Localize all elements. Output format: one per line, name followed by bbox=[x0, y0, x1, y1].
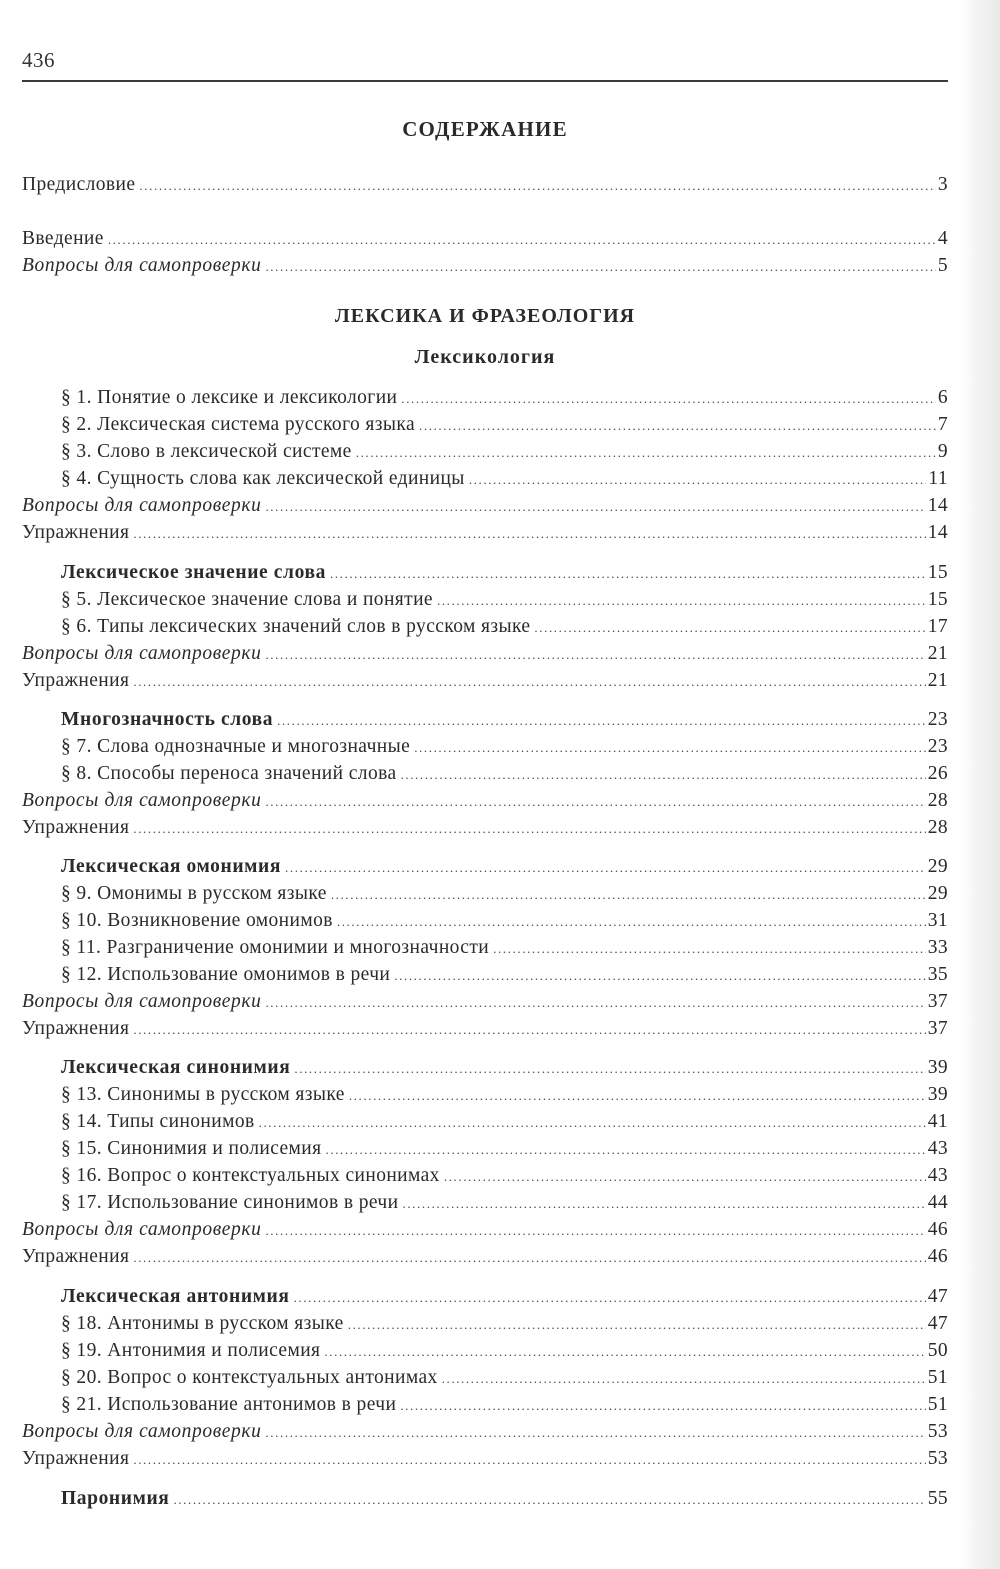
dot-leader bbox=[133, 1246, 925, 1270]
toc-section-entry[interactable] bbox=[22, 561, 948, 585]
toc-section-entry[interactable] bbox=[22, 1487, 948, 1511]
toc-entry-page: 21 bbox=[927, 643, 948, 664]
toc-entry[interactable] bbox=[22, 1420, 948, 1444]
dot-leader bbox=[356, 441, 936, 465]
dot-leader bbox=[401, 763, 926, 787]
toc-entry-page: 3 bbox=[937, 174, 948, 195]
toc-entry[interactable] bbox=[22, 173, 948, 197]
toc-entry-label: § 15. Синонимия и полисемия bbox=[61, 1138, 322, 1159]
toc-entry-label: Упражнения bbox=[22, 817, 130, 838]
toc-entry-label: § 5. Лексическое значение слова и понятие bbox=[61, 589, 433, 610]
toc-entry[interactable] bbox=[22, 789, 948, 813]
toc-entry-label: § 14. Типы синонимов bbox=[61, 1111, 255, 1132]
toc-entry-page: 44 bbox=[927, 1192, 948, 1213]
dot-leader bbox=[173, 1488, 925, 1512]
dot-leader bbox=[133, 1448, 925, 1472]
dot-leader bbox=[294, 1286, 926, 1310]
toc-entry-label: Упражнения bbox=[22, 670, 130, 691]
toc-entry-label: Упражнения bbox=[22, 522, 130, 543]
toc-entry[interactable] bbox=[22, 669, 948, 693]
toc-entry-label: Упражнения bbox=[22, 1246, 130, 1267]
toc-entry-page: 15 bbox=[927, 589, 948, 610]
dot-leader bbox=[265, 790, 925, 814]
toc-entry-page: 31 bbox=[927, 910, 948, 931]
dot-leader bbox=[265, 495, 925, 519]
toc-entry-label: § 17. Использование синонимов в речи bbox=[61, 1192, 399, 1213]
dot-leader bbox=[330, 562, 926, 586]
toc-entry-label: § 10. Возникновение омонимов bbox=[61, 910, 333, 931]
toc-entry-label: Вопросы для самопроверки bbox=[22, 1421, 262, 1442]
toc-entry[interactable] bbox=[22, 494, 948, 518]
dot-leader bbox=[534, 616, 925, 640]
toc-entry[interactable] bbox=[22, 1164, 948, 1188]
dot-leader bbox=[265, 1421, 925, 1445]
toc-entry-page: 4 bbox=[937, 228, 948, 249]
toc-entry[interactable] bbox=[22, 615, 948, 639]
toc-section-entry[interactable] bbox=[22, 708, 948, 732]
dot-leader bbox=[108, 228, 936, 252]
toc-entry-label: Многозначность слова bbox=[61, 709, 274, 730]
toc-entry-page: 50 bbox=[927, 1340, 948, 1361]
toc-entry[interactable] bbox=[22, 440, 948, 464]
dot-leader bbox=[493, 937, 926, 961]
dot-leader bbox=[444, 1165, 926, 1189]
toc-entry-label: Предисловие bbox=[22, 174, 136, 195]
toc-entry[interactable] bbox=[22, 588, 948, 612]
toc-entry-page: 55 bbox=[927, 1488, 948, 1509]
toc-entry-page: 14 bbox=[927, 522, 948, 543]
dot-leader bbox=[133, 522, 925, 546]
toc-entry-page: 14 bbox=[927, 495, 948, 516]
toc-entry-label: Лексическая омонимия bbox=[61, 856, 282, 877]
toc-entry[interactable] bbox=[22, 1312, 948, 1336]
toc-entry-label: § 11. Разграничение омонимии и многозначности bbox=[61, 937, 490, 958]
toc-entry-page: 53 bbox=[927, 1448, 948, 1469]
toc-entry-label: Лексическая синонимия bbox=[61, 1057, 291, 1078]
toc-entry-page: 29 bbox=[927, 856, 948, 877]
toc-entry[interactable] bbox=[22, 413, 948, 437]
toc-entry-page: 51 bbox=[927, 1367, 948, 1388]
toc-title: СОДЕРЖАНИЕ bbox=[402, 117, 568, 141]
dot-leader bbox=[437, 589, 926, 613]
toc-entry-page: 47 bbox=[927, 1313, 948, 1334]
dot-leader bbox=[349, 1084, 926, 1108]
toc-entry-label: § 6. Типы лексических значений слов в русском языке bbox=[61, 616, 531, 637]
dot-leader bbox=[285, 856, 926, 880]
toc-entry[interactable] bbox=[22, 1137, 948, 1161]
toc-entry[interactable] bbox=[22, 1017, 948, 1041]
toc-entry-page: 46 bbox=[927, 1246, 948, 1267]
toc-entry-page: 53 bbox=[927, 1421, 948, 1442]
toc-entry-label: § 13. Синонимы в русском языке bbox=[61, 1084, 345, 1105]
toc-entry-label: § 18. Антонимы в русском языке bbox=[61, 1313, 344, 1334]
dot-leader bbox=[402, 1192, 925, 1216]
toc-entry-label: § 3. Слово в лексической системе bbox=[61, 441, 352, 462]
header-rule bbox=[22, 80, 948, 82]
dot-leader bbox=[419, 414, 936, 438]
toc-entry[interactable] bbox=[22, 1191, 948, 1215]
toc-entry-label: § 2. Лексическая система русского языка bbox=[61, 414, 416, 435]
toc-entry-page: 46 bbox=[927, 1219, 948, 1240]
toc-entry-page: 21 bbox=[927, 670, 948, 691]
toc-section-entry[interactable] bbox=[22, 1285, 948, 1309]
toc-entry-page: 37 bbox=[927, 991, 948, 1012]
toc-entry[interactable] bbox=[22, 882, 948, 906]
toc-entry-page: 47 bbox=[927, 1286, 948, 1307]
toc-entry-label: Упражнения bbox=[22, 1448, 130, 1469]
toc-entry-page: 28 bbox=[927, 817, 948, 838]
dot-leader bbox=[265, 1219, 925, 1243]
dot-leader bbox=[394, 964, 925, 988]
toc-entry-label: Паронимия bbox=[61, 1488, 170, 1509]
toc-entry[interactable] bbox=[22, 936, 948, 960]
toc-entry-page: 39 bbox=[927, 1057, 948, 1078]
dot-leader bbox=[331, 883, 926, 907]
toc-entry-page: 26 bbox=[927, 763, 948, 784]
dot-leader bbox=[400, 1394, 925, 1418]
toc-entry[interactable] bbox=[22, 909, 948, 933]
toc-entry-label: Вопросы для самопроверки bbox=[22, 1219, 262, 1240]
dot-leader bbox=[265, 991, 925, 1015]
toc-entry[interactable] bbox=[22, 521, 948, 545]
toc-entry-page: 7 bbox=[937, 414, 948, 435]
toc-entry-page: 15 bbox=[927, 562, 948, 583]
dot-leader bbox=[133, 817, 925, 841]
toc-entry-label: Лексическая антонимия bbox=[61, 1286, 290, 1307]
toc-entry-page: 17 bbox=[927, 616, 948, 637]
toc-entry-label: § 4. Сущность слова как лексической единицы bbox=[61, 468, 465, 489]
toc-entry-page: 43 bbox=[927, 1165, 948, 1186]
toc-entry[interactable] bbox=[22, 1339, 948, 1363]
toc-entry-label: § 12. Использование омонимов в речи bbox=[61, 964, 391, 985]
toc-entry-label: § 21. Использование антонимов в речи bbox=[61, 1394, 397, 1415]
toc-entry-label: § 7. Слова однозначные и многозначные bbox=[61, 736, 411, 757]
toc-entry-page: 37 bbox=[927, 1018, 948, 1039]
toc-entry[interactable] bbox=[22, 254, 948, 278]
dot-leader bbox=[294, 1057, 925, 1081]
toc-entry[interactable] bbox=[22, 963, 948, 987]
part-title: ЛЕКСИКА И ФРАЗЕОЛОГИЯ bbox=[334, 305, 636, 327]
dot-leader bbox=[442, 1367, 926, 1391]
toc-entry[interactable] bbox=[22, 642, 948, 666]
toc-entry[interactable] bbox=[22, 1083, 948, 1107]
dot-leader bbox=[139, 174, 935, 198]
toc-entry-page: 35 bbox=[927, 964, 948, 985]
dot-leader bbox=[326, 1138, 926, 1162]
toc-entry-page: 43 bbox=[927, 1138, 948, 1159]
toc-entry-label: Вопросы для самопроверки bbox=[22, 790, 262, 811]
toc-entry-label: § 8. Способы переноса значений слова bbox=[61, 763, 397, 784]
dot-leader bbox=[324, 1340, 925, 1364]
toc-entry-page: 39 bbox=[927, 1084, 948, 1105]
toc-entry-label: Вопросы для самопроверки bbox=[22, 255, 262, 276]
toc-entry[interactable] bbox=[22, 1447, 948, 1471]
toc-section-entry[interactable] bbox=[22, 1056, 948, 1080]
dot-leader bbox=[401, 387, 935, 411]
toc-entry-label: Вопросы для самопроверки bbox=[22, 495, 262, 516]
toc-entry-label: Лексическое значение слова bbox=[61, 562, 326, 583]
dot-leader bbox=[414, 736, 926, 760]
toc-entry-page: 9 bbox=[937, 441, 948, 462]
toc-entry-page: 28 bbox=[927, 790, 948, 811]
toc-entry-label: Вопросы для самопроверки bbox=[22, 991, 262, 1012]
toc-entry-label: § 9. Омонимы в русском языке bbox=[61, 883, 327, 904]
toc-entry-page: 11 bbox=[928, 468, 948, 489]
toc-entry[interactable] bbox=[22, 735, 948, 759]
toc-entry[interactable] bbox=[22, 386, 948, 410]
toc-entry-page: 5 bbox=[937, 255, 948, 276]
toc-entry[interactable] bbox=[22, 227, 948, 251]
toc-entry[interactable] bbox=[22, 1218, 948, 1242]
toc-entry[interactable] bbox=[22, 990, 948, 1014]
subpart-title: Лексикология bbox=[414, 346, 556, 368]
toc-entry-page: 23 bbox=[927, 709, 948, 730]
toc-entry-page: 29 bbox=[927, 883, 948, 904]
toc-entry[interactable] bbox=[22, 1366, 948, 1390]
toc-entry-label: Введение bbox=[22, 228, 104, 249]
toc-section-entry[interactable] bbox=[22, 855, 948, 879]
dot-leader bbox=[265, 643, 925, 667]
toc-entry[interactable] bbox=[22, 762, 948, 786]
toc-entry-label: § 20. Вопрос о контекстуальных антонимах bbox=[61, 1367, 438, 1388]
dot-leader bbox=[133, 670, 925, 694]
toc-entry-label: § 19. Антонимия и полисемия bbox=[61, 1340, 321, 1361]
toc-entry[interactable] bbox=[22, 816, 948, 840]
toc-entry-label: Вопросы для самопроверки bbox=[22, 643, 262, 664]
toc-entry-label: Упражнения bbox=[22, 1018, 130, 1039]
dot-leader bbox=[277, 709, 926, 733]
toc-entry[interactable] bbox=[22, 467, 948, 491]
page-number: 436 bbox=[22, 48, 55, 72]
toc-entry-page: 41 bbox=[927, 1111, 948, 1132]
toc-entry-page: 6 bbox=[937, 387, 948, 408]
dot-leader bbox=[259, 1111, 926, 1135]
toc-entry-page: 51 bbox=[927, 1394, 948, 1415]
toc-entry-page: 33 bbox=[927, 937, 948, 958]
dot-leader bbox=[337, 910, 926, 934]
dot-leader bbox=[469, 468, 927, 492]
toc-entry[interactable] bbox=[22, 1110, 948, 1134]
dot-leader bbox=[133, 1018, 925, 1042]
dot-leader bbox=[348, 1313, 926, 1337]
toc-entry[interactable] bbox=[22, 1393, 948, 1417]
toc-entry-label: § 16. Вопрос о контекстуальных синонимах bbox=[61, 1165, 440, 1186]
toc-entry-label: § 1. Понятие о лексике и лексикологии bbox=[61, 387, 398, 408]
toc-entry[interactable] bbox=[22, 1245, 948, 1269]
dot-leader bbox=[265, 255, 935, 279]
toc-entry-page: 23 bbox=[927, 736, 948, 757]
